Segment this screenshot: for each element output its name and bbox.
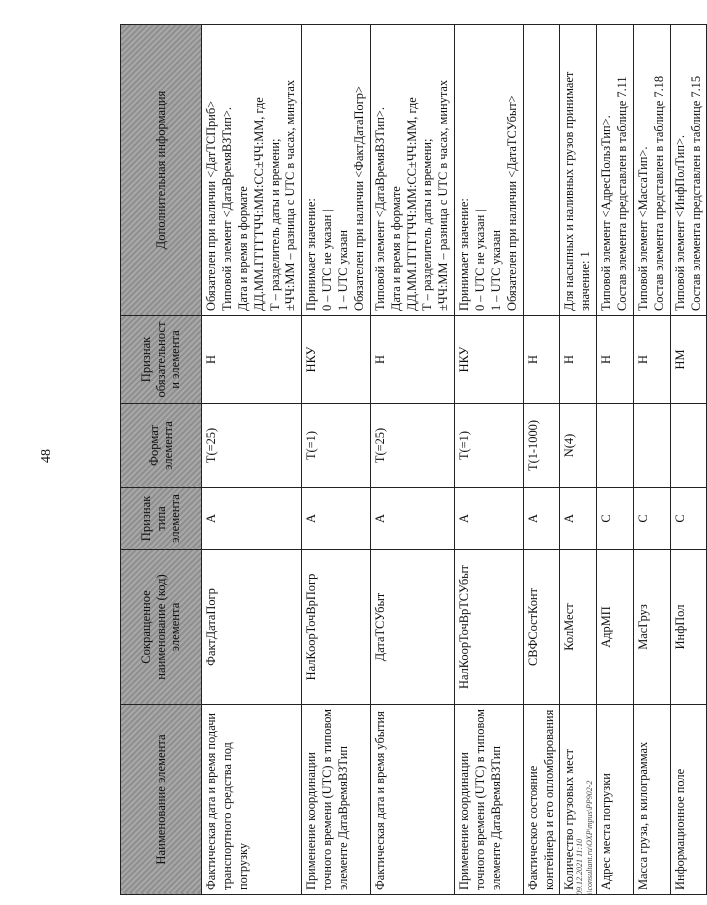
cell-required: Н — [597, 316, 634, 404]
cell-type: А — [202, 488, 302, 550]
table-body — [202, 25, 707, 895]
cell-type: А — [523, 488, 560, 550]
info-line: 0 – UTC не указан | — [473, 209, 487, 311]
cell-code: НалКоорТочВрТСУбыт — [455, 550, 524, 705]
info-line: 1 – UTC указан — [488, 229, 503, 311]
cell-code: АдрМП — [597, 550, 634, 705]
cell-type: А — [302, 488, 371, 550]
cell-format — [597, 404, 634, 488]
cell-name: Фактическое состояние контейнера и его опломбирования — [523, 705, 560, 895]
info-line: Состав элемента представлен в таблице 7.11 — [615, 76, 629, 311]
info-line: Состав элемента представлен в таблице 7.18 — [651, 75, 666, 311]
cell-name: Фактическая дата и время подачи транспортного средства под погрузку — [202, 705, 302, 895]
info-line: Типовой элемент <ДатаВремяВЗТип>. — [219, 107, 234, 311]
cell-format: T(=1) — [302, 404, 371, 488]
cell-format — [670, 404, 707, 488]
cell-info — [455, 25, 524, 316]
cell-code: ИнфПол — [670, 550, 707, 705]
table-row — [633, 25, 670, 895]
cell-required: НКУ — [455, 316, 524, 404]
cell-format: T(=1) — [455, 404, 524, 488]
cell-format: T(1-1000) — [523, 404, 560, 488]
cell-code: ДатаТСУбыт — [370, 550, 454, 705]
cell-type: А — [455, 488, 524, 550]
cell-format — [633, 404, 670, 488]
cell-name: Применение координации точного времени (UTC) в типовом элементе ДатаВремяВЗТип — [455, 705, 524, 895]
info-line: Обязателен при наличии <ДатТСПриб> — [204, 100, 218, 311]
cell-info — [370, 25, 454, 316]
footer-stamp — [575, 695, 594, 895]
info-line: Дата и время в формате — [388, 186, 403, 311]
info-line: Обязателен при наличии <ФактДатаПогр> — [351, 86, 366, 311]
cell-required: Н — [523, 316, 560, 404]
header-info: Дополнительная информация — [121, 25, 202, 316]
cell-code: НалКоорТочВрПогр — [302, 550, 371, 705]
header-name: Наименование элемента — [121, 705, 202, 895]
table-row — [202, 25, 302, 895]
cell-name: Масса груза, в килограммах — [633, 705, 670, 895]
table-row — [597, 25, 634, 895]
header-format: Формат элемента — [121, 404, 202, 488]
table-row — [302, 25, 371, 895]
info-line: Принимает значение: — [457, 198, 472, 311]
cell-type: А — [560, 488, 597, 550]
table-row — [370, 25, 454, 895]
info-line: Состав элемента представлен в таблице 7.15 — [688, 75, 703, 311]
info-line: ДД.ММ.ГГГГТЧЧ:ММ:СС±ЧЧ:ММ, где — [251, 97, 266, 311]
info-line: 0 – UTC не указан | — [320, 209, 335, 311]
cell-info — [523, 25, 560, 316]
table-row — [523, 25, 560, 895]
cell-info — [302, 25, 371, 316]
cell-info — [670, 25, 707, 316]
info-line: Для насыпных и наливных грузов принимает значение: 1 — [562, 71, 593, 311]
cell-format: N(4) — [560, 404, 597, 488]
cell-code: ФактДатаПогр — [202, 550, 302, 705]
cell-type: С — [597, 488, 634, 550]
info-line: Дата и время в формате — [235, 186, 250, 311]
element-spec-table — [120, 24, 707, 895]
info-line: ДД.ММ.ГГГГТЧЧ:ММ:СС±ЧЧ:ММ, где — [404, 97, 419, 311]
info-line: Т – разделитель даты и времени; — [267, 138, 282, 311]
cell-info — [202, 25, 302, 316]
cell-code: КолМест — [560, 550, 597, 705]
table-header-row — [121, 25, 202, 895]
cell-info — [633, 25, 670, 316]
cell-required: Н — [370, 316, 454, 404]
cell-format: T(=25) — [202, 404, 302, 488]
table-row — [670, 25, 707, 895]
cell-info — [597, 25, 634, 316]
footer-path: \\consultant.ru\OXP\mpus\PP902-2 — [584, 780, 594, 895]
cell-required: Н — [633, 316, 670, 404]
info-line: Типовой элемент <МассаТип>. — [635, 146, 650, 311]
info-line: Принимает значение: — [304, 198, 319, 311]
cell-type: А — [370, 488, 454, 550]
cell-name: Количество грузовых мест — [560, 705, 597, 895]
cell-required: НМ — [670, 316, 707, 404]
header-type: Признак типа элемента — [121, 488, 202, 550]
cell-code: СВФСостКонт — [523, 550, 560, 705]
info-line: Типовой элемент <ИнфПолТип>. — [672, 134, 687, 311]
cell-required: Н — [202, 316, 302, 404]
cell-required: Н — [560, 316, 597, 404]
cell-name: Информационное поле — [670, 705, 707, 895]
rotated-table-container — [120, 25, 703, 895]
cell-type: С — [633, 488, 670, 550]
info-line: Обязателен при наличии <ДатаТСУбыт> — [504, 95, 519, 311]
info-line: Типовой элемент <ДатаВремяВЗТип>. — [372, 107, 387, 311]
cell-required: НКУ — [302, 316, 371, 404]
info-line: Т – разделитель даты и времени; — [420, 138, 435, 311]
cell-code: МасГруз — [633, 550, 670, 705]
cell-info — [560, 25, 597, 316]
info-line: 1 – UTC указан — [336, 229, 350, 311]
info-line: ±ЧЧ:ММ – разница с UTC в часах, минутах — [283, 79, 298, 311]
footer-date: 09.12.2021 11:10 — [575, 838, 584, 895]
cell-name: Адрес места погрузки — [597, 705, 634, 895]
page-number: 48 — [39, 449, 54, 463]
cell-name: Применение координации точного времени (UTC) в типовом элементе ДатаВремяВЗТип — [302, 705, 371, 895]
header-required: Признак обязательности элемента — [121, 316, 202, 404]
header-code: Сокращенное наименование (код) элемента — [121, 550, 202, 705]
cell-format: T(=25) — [370, 404, 454, 488]
cell-name: Фактическая дата и время убытия — [370, 705, 454, 895]
table-row — [455, 25, 524, 895]
cell-type: С — [670, 488, 707, 550]
info-line: ±ЧЧ:ММ – разница с UTC в часах, минутах — [436, 79, 451, 311]
info-line: Типовой элемент <АдресПользТип>. — [599, 115, 614, 311]
